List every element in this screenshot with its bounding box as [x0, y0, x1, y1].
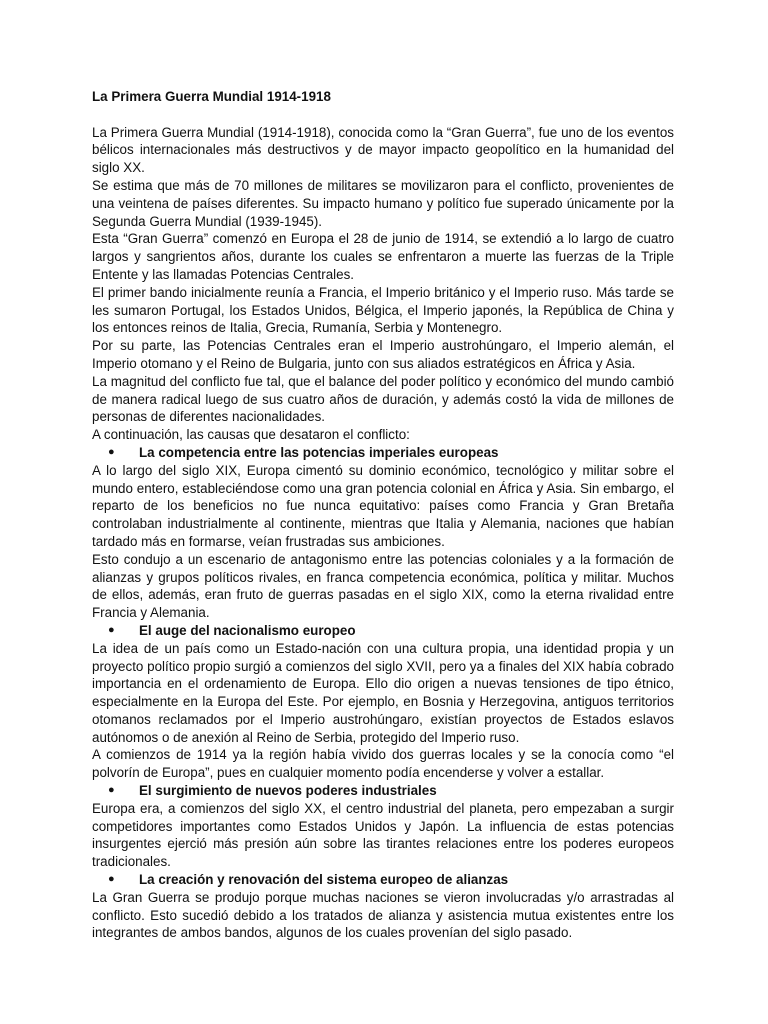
document-title: La Primera Guerra Mundial 1914-1918	[92, 89, 331, 104]
bullet-icon: ●	[108, 623, 115, 636]
section-paragraph: La idea de un país como un Estado-nación con una cultura propia, una identidad propia y un proyecto político propio surgió a comienzos del siglo XVII, pero ya a finales del XIX había cobrado importancia en el ordenamiento de Europa. Ello dio origen a nuevas tensiones de tipo étnico, especialmente en la Europa del Este. Por ejemplo, en Bosnia y Herzegovina, antiguos territorios otomanos reclamados por el Imperio austrohúngaro, existían proyectos de Estados eslavos autónomos o de anexión al Reino de Serbia, protegido del Imperio ruso.	[92, 640, 674, 745]
bullet-icon: ●	[108, 784, 115, 797]
intro-section	[92, 124, 674, 444]
section-paragraph: La Gran Guerra se produjo porque muchas naciones se vieron involucradas y/o arrastradas al conflicto. Esto sucedió debido a los tratados de alianza y asistencia mutua existentes entre los integrantes de ambos bandos, algunos de los cuales provenían del siglo pasado.	[92, 889, 674, 941]
intro-paragraph-7: A continuación, las causas que desataron el conflicto:	[92, 427, 410, 443]
document-page	[92, 88, 674, 942]
cause-section-industrial-powers	[92, 782, 674, 871]
section-paragraph: Esto condujo a un escenario de antagonismo entre las potencias coloniales y a la formación de alianzas y grupos políticos rivales, en franca competencia económica, política y militar. Muchos de ellos, además, eran fruto de guerras pasadas en el siglo XIX, como la eterna rivalidad entre Francia y Alemania.	[92, 551, 674, 621]
section-paragraph: A lo largo del siglo XIX, Europa cimentó su dominio económico, tecnológico y militar sobre el mundo entero, estableciéndose como una gran potencia colonial en África y Asia. Sin embargo, el reparto de los beneficios no fue nunca equitativo: países como Francia y Gran Bretaña controlaban industrialmente al continente, mientras que Italia y Alemania, naciones que habían tardado más en formarse, veían frustradas sus ambiciones.	[92, 462, 674, 549]
section-heading	[92, 871, 674, 889]
section-heading-text: La creación y renovación del sistema europeo de alianzas	[139, 872, 509, 888]
section-heading-text: El auge del nacionalismo europeo	[139, 622, 356, 638]
section-heading-text: La competencia entre las potencias imperiales europeas	[139, 444, 499, 460]
intro-paragraph-3: Esta “Gran Guerra” comenzó en Europa el 28 de junio de 1914, se extendió a lo largo de cuatro largos y sangrientos años, durante los cuales se enfrentaron a muerte las fuerzas de la Triple Entente y las llamadas Potencias Centrales.	[92, 231, 674, 282]
intro-paragraph-1: La Primera Guerra Mundial (1914-1918), conocida como la “Gran Guerra”, fue uno de los eventos bélicos internacionales más destructivos y de mayor impacto geopolítico en la humanidad del siglo XX.	[92, 124, 674, 176]
intro-paragraph-6: La magnitud del conflicto fue tal, que el balance del poder político y económico del mundo cambió de manera radical luego de sus cuatro años de duración, y además costó la vida de millones de personas de diferentes nacionalidades.	[92, 373, 674, 425]
section-heading-text: El surgimiento de nuevos poderes industriales	[139, 783, 437, 799]
cause-section-alliances	[92, 871, 674, 942]
cause-section-nationalism	[92, 622, 674, 782]
section-paragraph: A comienzos de 1914 ya la región había vivido dos guerras locales y se la conocía como “el polvorín de Europa”, pues en cualquier momento podía encenderse y volver a estallar.	[92, 747, 674, 781]
intro-paragraph-4: El primer bando inicialmente reunía a Francia, el Imperio británico y el Imperio ruso. Más tarde se les sumaron Portugal, los Estados Unidos, Bélgica, el Imperio japonés, la República de China y los entonces reinos de Italia, Grecia, Rumanía, Serbia y Montenegro.	[92, 284, 674, 336]
intro-paragraph-2: Se estima que más de 70 millones de militares se movilizaron para el conflicto, provenientes de una veintena de países diferentes. Su impacto humano y político fue superado únicamente por la Segunda Guerra Mundial (1939-1945).	[92, 177, 674, 229]
bullet-icon: ●	[108, 873, 115, 886]
section-heading	[92, 444, 674, 462]
section-heading	[92, 782, 674, 800]
section-paragraph: Europa era, a comienzos del siglo XX, el centro industrial del planeta, pero empezaban a surgir competidores importantes como Estados Unidos y Japón. La influencia de estas potencias insurgentes ejerció más presión aún sobre las tirantes relaciones entre los poderes europeos tradicionales.	[92, 800, 674, 870]
intro-paragraph-5: Por su parte, las Potencias Centrales eran el Imperio austrohúngaro, el Imperio alemán, el Imperio otomano y el Reino de Bulgaria, junto con sus aliados estratégicos en África y Asia.	[92, 338, 674, 371]
bullet-icon: ●	[108, 445, 115, 458]
section-heading	[92, 622, 674, 640]
cause-section-imperial-competition	[92, 444, 674, 622]
